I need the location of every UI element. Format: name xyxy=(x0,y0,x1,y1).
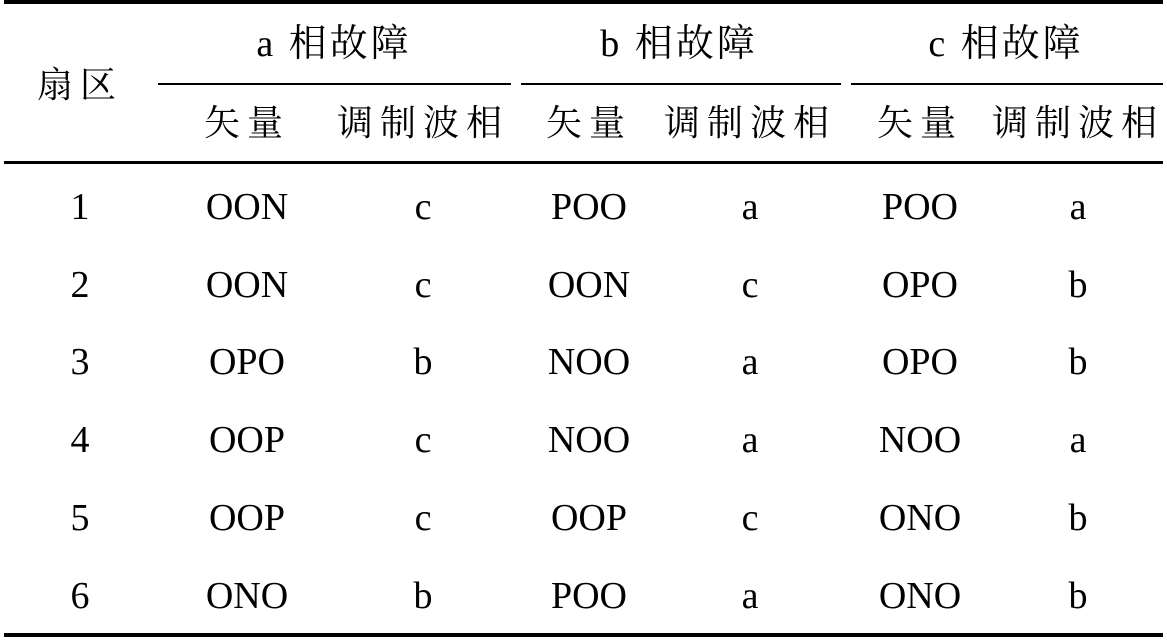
row-5-c-phase: b xyxy=(1068,497,1088,539)
row-2-a-vector: OON xyxy=(205,264,289,306)
row-1-a-phase: c xyxy=(414,186,432,228)
row-4-c-vector: NOO xyxy=(878,419,962,461)
phase-header-c: 调制波相 xyxy=(991,103,1165,144)
vector-header-a: 矢量 xyxy=(203,103,291,144)
row-3-sector: 3 xyxy=(70,341,90,383)
row-5-b-phase: c xyxy=(741,497,759,539)
row-1-sector: 1 xyxy=(70,186,90,228)
row-5-c-vector: ONO xyxy=(878,497,962,539)
row-4-c-phase: a xyxy=(1069,419,1087,461)
row-2-a-phase: c xyxy=(414,264,432,306)
row-5-b-vector: OOP xyxy=(550,497,628,539)
phase-header-b: 调制波相 xyxy=(663,103,837,144)
row-4-b-vector: NOO xyxy=(547,419,631,461)
phase-header-a: 调制波相 xyxy=(336,103,510,144)
row-2-b-vector: OON xyxy=(547,264,631,306)
vector-header-c: 矢量 xyxy=(876,103,964,144)
row-5-a-vector: OOP xyxy=(208,497,286,539)
row-4-b-phase: a xyxy=(741,419,759,461)
row-2-c-phase: b xyxy=(1068,264,1088,306)
bottom-rule xyxy=(4,633,1163,637)
row-3-a-phase: b xyxy=(413,341,433,383)
row-6-b-vector: POO xyxy=(550,575,628,617)
row-3-c-vector: OPO xyxy=(881,341,959,383)
top-rule xyxy=(4,0,1163,4)
row-1-b-vector: POO xyxy=(550,186,628,228)
header-divider-b xyxy=(521,83,841,85)
row-2-b-phase: c xyxy=(741,264,759,306)
row-6-b-phase: a xyxy=(741,575,759,617)
row-6-c-phase: b xyxy=(1068,575,1088,617)
group-header-a: a 相故障 xyxy=(256,23,412,65)
header-divider-c xyxy=(851,83,1163,85)
row-6-sector: 6 xyxy=(70,575,90,617)
row-2-sector: 2 xyxy=(70,264,90,306)
row-1-b-phase: a xyxy=(741,186,759,228)
vector-header-b: 矢量 xyxy=(545,103,633,144)
row-3-b-vector: NOO xyxy=(547,341,631,383)
row-4-a-vector: OOP xyxy=(208,419,286,461)
row-3-c-phase: b xyxy=(1068,341,1088,383)
row-3-a-vector: OPO xyxy=(208,341,286,383)
row-2-c-vector: OPO xyxy=(881,264,959,306)
row-6-a-phase: b xyxy=(413,575,433,617)
row-4-sector: 4 xyxy=(70,419,90,461)
row-5-sector: 5 xyxy=(70,497,90,539)
row-6-a-vector: ONO xyxy=(205,575,289,617)
row-1-c-phase: a xyxy=(1069,186,1087,228)
group-header-b: b 相故障 xyxy=(600,23,758,65)
header-divider-a xyxy=(158,83,511,85)
sector-header: 扇区 xyxy=(36,65,124,106)
header-bottom-rule xyxy=(4,161,1163,164)
group-header-c: c 相故障 xyxy=(928,23,1084,65)
row-6-c-vector: ONO xyxy=(878,575,962,617)
row-1-c-vector: POO xyxy=(881,186,959,228)
row-5-a-phase: c xyxy=(414,497,432,539)
row-1-a-vector: OON xyxy=(205,186,289,228)
row-3-b-phase: a xyxy=(741,341,759,383)
row-4-a-phase: c xyxy=(414,419,432,461)
